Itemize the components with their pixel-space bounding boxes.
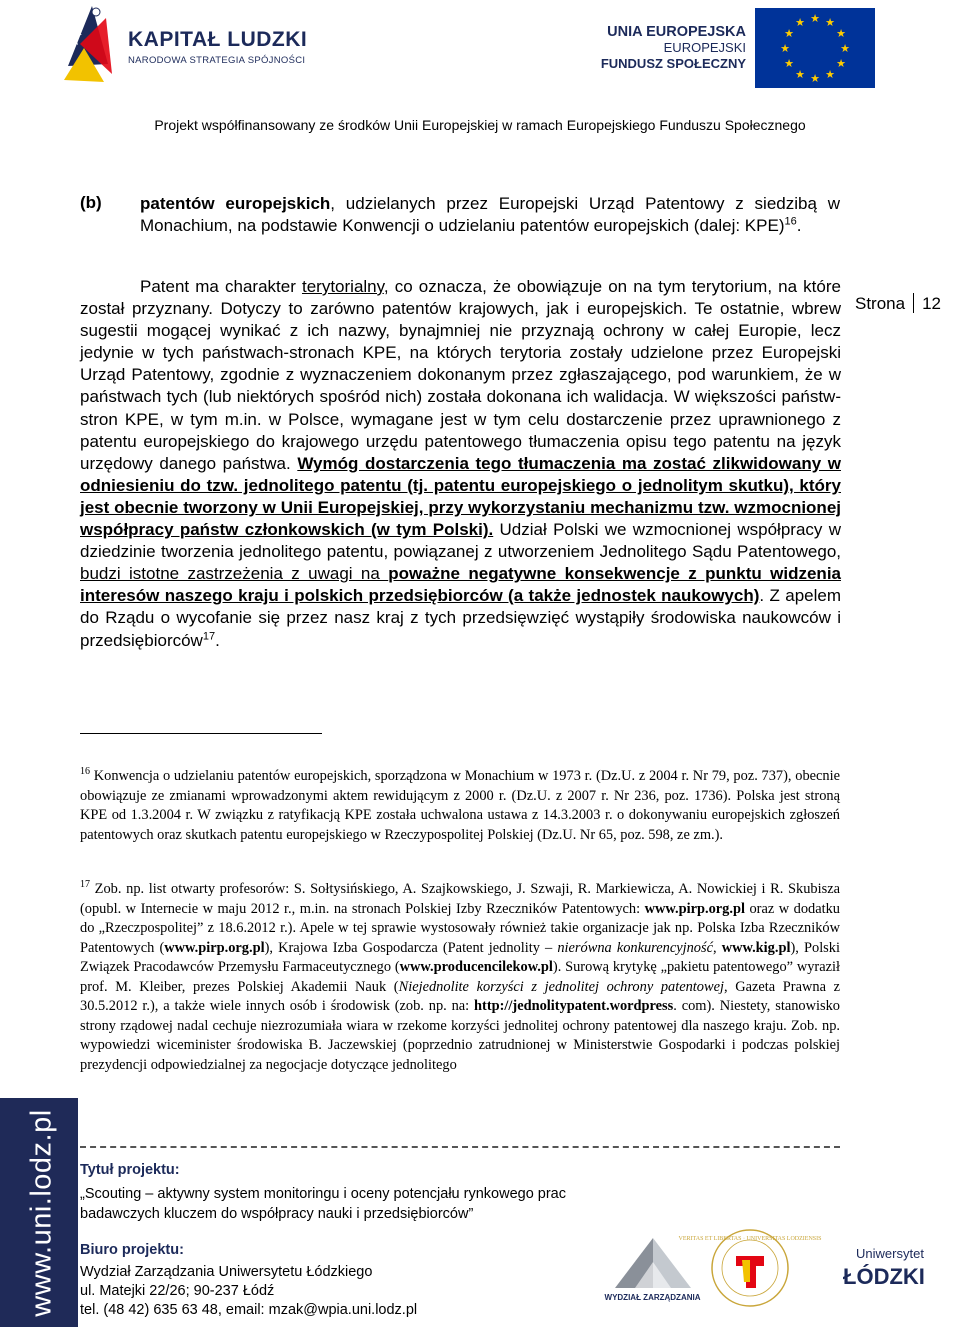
para-bold-underline-consequences: poważne negatywne konsekwencje z punktu widzenia interesów naszego kraju i polskich przedsiębiorców (a także jednostek naukowych): [80, 564, 841, 606]
main-paragraph: [80, 276, 841, 652]
list-item-label: (b): [80, 193, 102, 212]
faculty-logo-caption: WYDZIAŁ ZARZĄDZANIA: [604, 1293, 701, 1302]
footer-title-label: Tytuł projektu:: [80, 1162, 180, 1178]
footer-office-line-3: tel. (48 42) 635 63 48, email: mzak@wpia.uni.lodz.pl: [80, 1302, 418, 1318]
para-end: .: [215, 630, 220, 650]
item-b-text: , udzielanych przez Europejski Urząd Patentowy z siedzibą w Monachium, na podstawie Konwencji o udzielaniu patentów europejskich (dalej: KPE): [140, 194, 841, 235]
fn17-text-o: . com). Niestety, stanowisko strony rządowej nadal cechuje niezrozumiała wiara w rzekome korzyści jednolitej ochrony patentowej dla naszego kraju. Zob. np. wypowiedzi wiceminister środowiska B. Jaczewskiej (poprzednio zatrudnionej w Ministerstwie Gospodarki i podczas polskiej prezydencji odpowiedzialnej za negocjacje dotyczące jednolitego: [80, 998, 840, 1073]
fn17-link-pirp-2[interactable]: www.pirp.org.pl: [164, 939, 265, 956]
footnote-16-number: 16: [80, 766, 90, 778]
svg-text:★: ★: [836, 57, 846, 70]
para-text-e: Udział Polski we wzmocnionej współpracy w dziedzinie tworzenia jednolitego patentu, powiązanej z utworzeniem Jednolitego Sądu Patentowego,: [80, 520, 841, 562]
eu-flag-icon: [755, 8, 875, 88]
svg-text:★: ★: [810, 12, 820, 25]
university-url-text[interactable]: www.uni.lodz.pl: [25, 1108, 58, 1317]
eu-line-3: FUNDUSZ SPOŁECZNY: [600, 56, 746, 71]
list-item-b: [140, 193, 840, 236]
item-b-end: .: [796, 215, 802, 235]
para-underline-concerns: budzi istotne zastrzeżenia z uwagi na: [80, 564, 389, 584]
svg-text:★: ★: [810, 72, 820, 85]
fn17-text-c: oraz w dodatku do „Rzeczpospolitej” z 18.6.2012 r.). Apele w tej sprawie wystosowały również takie organizacje jak np. Polska Izba Rzeczników Patentowych (: [80, 900, 840, 956]
footer-office-line-2: ul. Matejki 22/26; 90-237 Łódź: [80, 1283, 275, 1299]
fn17-italic-title-1: nierówna konkurencyjność: [557, 939, 713, 956]
footnote-16: [80, 767, 840, 845]
fn17-text-a: Zob. np. list otwarty profesorów: S. Sołtysińskiego, A. Szajkowskiego, J. Szwaji, R. Markiewicza, A. Nowickiej i R. Skubisza (opubl. w Internecie w maju 2012 r., m.in. na stronach Polskiej Izby Rzeczników Patentowych:: [80, 881, 840, 917]
footer-title-line-2: badawczych kluczem do współpracy nauki i przedsiębiorców”: [80, 1206, 474, 1222]
fn17-text-m: , Gazeta Prawna z 30.5.2012 r.), a także wiele innych osób i środowisk (zob. np. na:: [80, 978, 840, 1014]
svg-text:★: ★: [825, 68, 835, 81]
seal-text: VERITAS ET LIBERTAS · UNIVERSITAS LODZIENSIS: [678, 1236, 822, 1242]
footer-office-line-1: Wydział Zarządzania Uniwersytetu Łódzkiego: [80, 1264, 373, 1280]
footer-title-line-1: „Scouting – aktywny system monitoringu i oceny potencjału rynkowego prac: [80, 1186, 566, 1202]
para-text-a: Patent ma charakter: [140, 277, 302, 296]
project-cofinancing-line: Projekt współfinansowany ze środków Unii Europejskiej w ramach Europejskiego Funduszu Społecznego: [154, 117, 806, 133]
para-underline-territorial: terytorialny: [301, 277, 384, 296]
svg-text:★: ★: [780, 42, 790, 55]
svg-text:★: ★: [784, 27, 794, 40]
para-text-h: . Z apelem do Rządu o wycofanie się przez nasz kraj z tych przedsięwzięć wystąpiły środowiska naukowców i przedsiębiorców: [80, 586, 842, 650]
eu-fund-text: [601, 24, 746, 72]
footnote-ref-16[interactable]: 16: [784, 214, 797, 227]
kapital-ludzki-title: KAPITAŁ LUDZKI: [128, 28, 308, 51]
university-line-2: ŁÓDZKI: [843, 1264, 925, 1289]
svg-text:★: ★: [825, 16, 835, 29]
svg-text:★: ★: [795, 16, 805, 29]
svg-text:★: ★: [784, 57, 794, 70]
page-number-value: 12: [922, 294, 942, 313]
faculty-of-management-logo: [605, 1218, 700, 1328]
footnote-17: [80, 880, 840, 1075]
fn17-link-pirp-1[interactable]: www.pirp.org.pl: [644, 900, 745, 917]
svg-text:★: ★: [836, 27, 846, 40]
svg-text:★: ★: [795, 68, 805, 81]
footnote-17-number: 17: [80, 879, 90, 891]
footnote-ref-17[interactable]: 17: [202, 629, 216, 642]
footer-dashed-divider: [80, 1146, 840, 1148]
university-line-1: Uniwersytet: [856, 1246, 924, 1261]
kapital-ludzki-subtitle: NARODOWA STRATEGIA SPÓJNOŚCI: [128, 55, 306, 66]
footnote-separator: [80, 733, 322, 734]
page-label: Strona: [855, 294, 906, 313]
footnote-16-text: Konwencja o udzielaniu patentów europejskich, sporządzona w Monachium w 1973 r. (Dz.U. z 2004 r. Nr 79, poz. 737), obecnie obowiązuje ze zmianami wprowadzonymi aktem rewidującym z 2000 r. (Dz.U. z 2007 r. Nr 236, poz. 1736). Polska jest stroną KPE od 1.3.2004 r. W związku z ratyfikacją KPE została uchwalona ustawa z 14.3.2003 r. o dokonywaniu europejskich zgłoszeń patentowych oraz skutkach patentu europejskiego w Rzeczypospolitej Polskiej (Dz.U. Nr 65, poz. 598, ze zm.).: [80, 768, 840, 843]
svg-text:★: ★: [840, 42, 850, 55]
para-text-c: , co oznacza, że obowiązuje on na tym terytorium, na które został przyznany. Dotyczy to zarówno patentów krajowych, jak i europejskich. Te ostatnie, wbrew sugestii mogącej wynikać z ich nazwy, bynajmniej nie przyznają ochrony w całej Europie, lecz jedynie w tych państwach-stronach KPE, na których terytoria zostały udzielone przez Europejski Urząd Patentowy, zgodnie z wyznaczeniem dokonanym przez zgłaszającego, pod warunkiem, że w państwach tych (lub niektórych spośród nich) została dokonana ich walidacja. W większości państw-stron KPE, w tym m.in. w Polsce, wymagane jest w tym celu dostarczenie przez uprawnionego z patentu europejskiego do krajowego urzędu patentowego tłumaczenia opisu tego patentu na język urzędowy danego państwa.: [80, 277, 841, 473]
university-of-lodz-logo: [678, 1220, 928, 1320]
item-b-bold: patentów europejskich: [140, 194, 331, 213]
fn17-italic-title-2: Niejednolite korzyści z jednolitej ochrony patentowej: [398, 978, 724, 995]
fn17-link-jednolitypatent[interactable]: http://jednolitypatent.wordpress: [474, 998, 674, 1014]
page-number: [855, 293, 941, 314]
footer-office-label: Biuro projektu:: [80, 1242, 184, 1258]
fn17-link-producenci[interactable]: www.producencilekow.pl: [399, 959, 553, 975]
eu-line-1: UNIA EUROPEJSKA: [607, 24, 746, 40]
fn17-text-g: ,: [712, 939, 722, 956]
fn17-text-e: ), Krajowa Izba Gospodarcza (Patent jednolity –: [264, 939, 558, 956]
university-url-vertical[interactable]: [22, 1098, 62, 1327]
fn17-link-kig[interactable]: www.kig.pl: [721, 939, 791, 956]
fn17-text-i: ), Polski Związek Pracodawców Przemysłu Farmaceutycznego (: [80, 939, 840, 975]
fn17-text-k: ). Surową krytykę „pakietu patentowego” wyraził prof. M. Kleiber, prezes Polskiej Akademii Nauk (: [80, 959, 840, 995]
page-number-divider: [913, 293, 914, 313]
para-bold-underline-requirement: Wymóg dostarczenia tego tłumaczenia ma zostać zlikwidowany w odniesieniu do tzw. jednolitego patentu (tj. patentu europejskiego o jednolitym skutku), który jest obecnie tworzony w Unii Europejskiej, przy wykorzystaniu mechanizmu tzw. wzmocnionej współpracy państw członkowskich (w tym Polski).: [80, 453, 841, 540]
eu-line-2: EUROPEJSKI: [663, 40, 746, 55]
